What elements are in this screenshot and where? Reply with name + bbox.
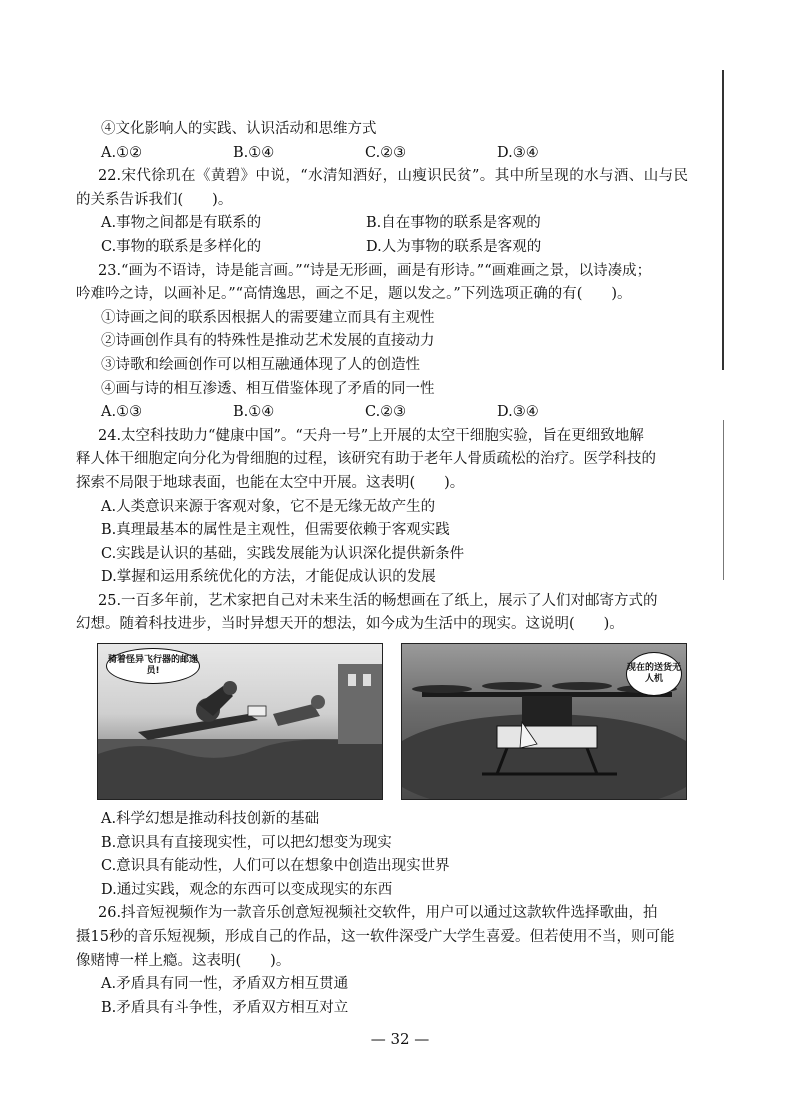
q22-options-row-2: [98, 236, 688, 260]
q23-item-2: ②诗画创作具有的特殊性是推动艺术发展的直接动力: [101, 333, 435, 350]
q24-option-c: C.实践是认识的基础，实践发展能为认识深化提供新条件: [101, 545, 465, 562]
binding-margin-line-lower: [723, 420, 724, 580]
q25-option-c: C.意识具有能动性，人们可以在想象中创造出现实世界: [101, 858, 450, 875]
speech-bubble-postman: 骑着怪异飞行器的邮递员!: [106, 648, 200, 684]
q23-option-a: A.①③: [101, 404, 143, 421]
q26-option-a: A.矛盾具有同一性，矛盾双方相互贯通: [101, 976, 349, 993]
q26-option-b: B.矛盾具有斗争性，矛盾双方相互对立: [101, 999, 349, 1016]
q23-option-b: B.①④: [233, 404, 275, 421]
q24-stem-line-2: 释人体干细胞定向分化为骨细胞的过程，该研究有助于老年人骨质疏松的治疗。医学科技的: [76, 451, 656, 468]
q23-stem-line-2: 吟难吟之诗，以画补足。”“高情逸思，画之不足，题以发之。”下列选项正确的有( )。: [76, 286, 632, 303]
q24-option-d: D.掌握和运用系统优化的方法，才能促成认识的发展: [101, 569, 436, 586]
speech-bubble-drone: 现在的送货无人机: [626, 652, 682, 696]
q24-stem-line-3: 探索不局限于地球表面，也能在太空中开展。这表明( )。: [76, 474, 465, 491]
q25-figures: [97, 643, 687, 800]
q25-stem-line-2: 幻想。随着科技进步，当时异想天开的想法，如今成为生活中的现实。这说明( )。: [76, 616, 624, 633]
q26-stem-line-2: 摄15秒的音乐短视频，形成自己的作品，这一软件深受广大学生喜爱。但若使用不当，则可能: [76, 929, 675, 946]
q23-option-c: C.②③: [365, 404, 407, 421]
q21-option-d: D.③④: [497, 144, 539, 161]
q21-option-a: A.①②: [101, 144, 143, 161]
q23-item-4: ④画与诗的相互渗透、相互借鉴体现了矛盾的同一性: [101, 380, 435, 397]
q24-option-b: B.真理最基本的属性是主观性，但需要依赖于客观实践: [101, 522, 450, 539]
q25-option-a: A.科学幻想是推动科技创新的基础: [101, 811, 320, 828]
q22-option-d: D.人为事物的联系是客观的: [366, 238, 542, 255]
binding-margin-line: [722, 70, 724, 370]
flying-postman-illustration: [97, 643, 383, 800]
q22-options-row-1: [98, 212, 688, 236]
q23-options: [98, 401, 688, 425]
q21-options: [98, 142, 688, 166]
q26-stem-line-1: 26.抖音短视频作为一款音乐创意短视频社交软件，用户可以通过这款软件选择歌曲，拍: [98, 905, 658, 922]
q22-option-c: C.事物的联系是多样化的: [101, 238, 262, 255]
delivery-drone-photo: [401, 643, 687, 800]
q21-option-b: B.①④: [233, 144, 275, 161]
q25-option-b: B.意识具有直接现实性，可以把幻想变为现实: [101, 834, 392, 851]
q24-option-a: A.人类意识来源于客观对象，它不是无缘无故产生的: [101, 498, 436, 515]
q22-stem-line-2: 的关系告诉我们( )。: [76, 191, 233, 208]
q25-option-d: D.通过实践，观念的东西可以变成现实的东西: [101, 881, 393, 898]
q21-option-c: C.②③: [365, 144, 407, 161]
q22-stem-line-1: 22.宋代徐玑在《黄碧》中说，“水清知酒好，山瘦识民贫”。其中所呈现的水与酒、山与民: [98, 168, 688, 185]
q26-stem-line-3: 像赌博一样上瘾。这表明( )。: [76, 952, 291, 969]
q21-item-4: ④文化影响人的实践、认识活动和思维方式: [101, 121, 377, 137]
q22-option-a: A.事物之间都是有联系的: [101, 215, 262, 232]
page-number: — 32 —: [370, 1030, 430, 1048]
q25-stem-line-1: 25.一百多年前，艺术家把自己对未来生活的畅想画在了纸上，展示了人们对邮寄方式的: [98, 592, 658, 609]
q22-option-b: B.自在事物的联系是客观的: [366, 215, 541, 232]
q23-option-d: D.③④: [497, 404, 539, 421]
question-content: [76, 118, 688, 1020]
q23-item-3: ③诗歌和绘画创作可以相互融通体现了人的创造性: [101, 356, 420, 373]
q23-stem-line-1: 23.“画为不语诗，诗是能言画。”“诗是无形画，画是有形诗。”“画难画之景，以诗凑成；: [98, 262, 652, 279]
q24-stem-line-1: 24.太空科技助力“健康中国”。“天舟一号”上开展的太空干细胞实验，旨在更细致地解: [98, 427, 644, 444]
q23-item-1: ①诗画之间的联系因根据人的需要建立而具有主观性: [101, 309, 435, 326]
